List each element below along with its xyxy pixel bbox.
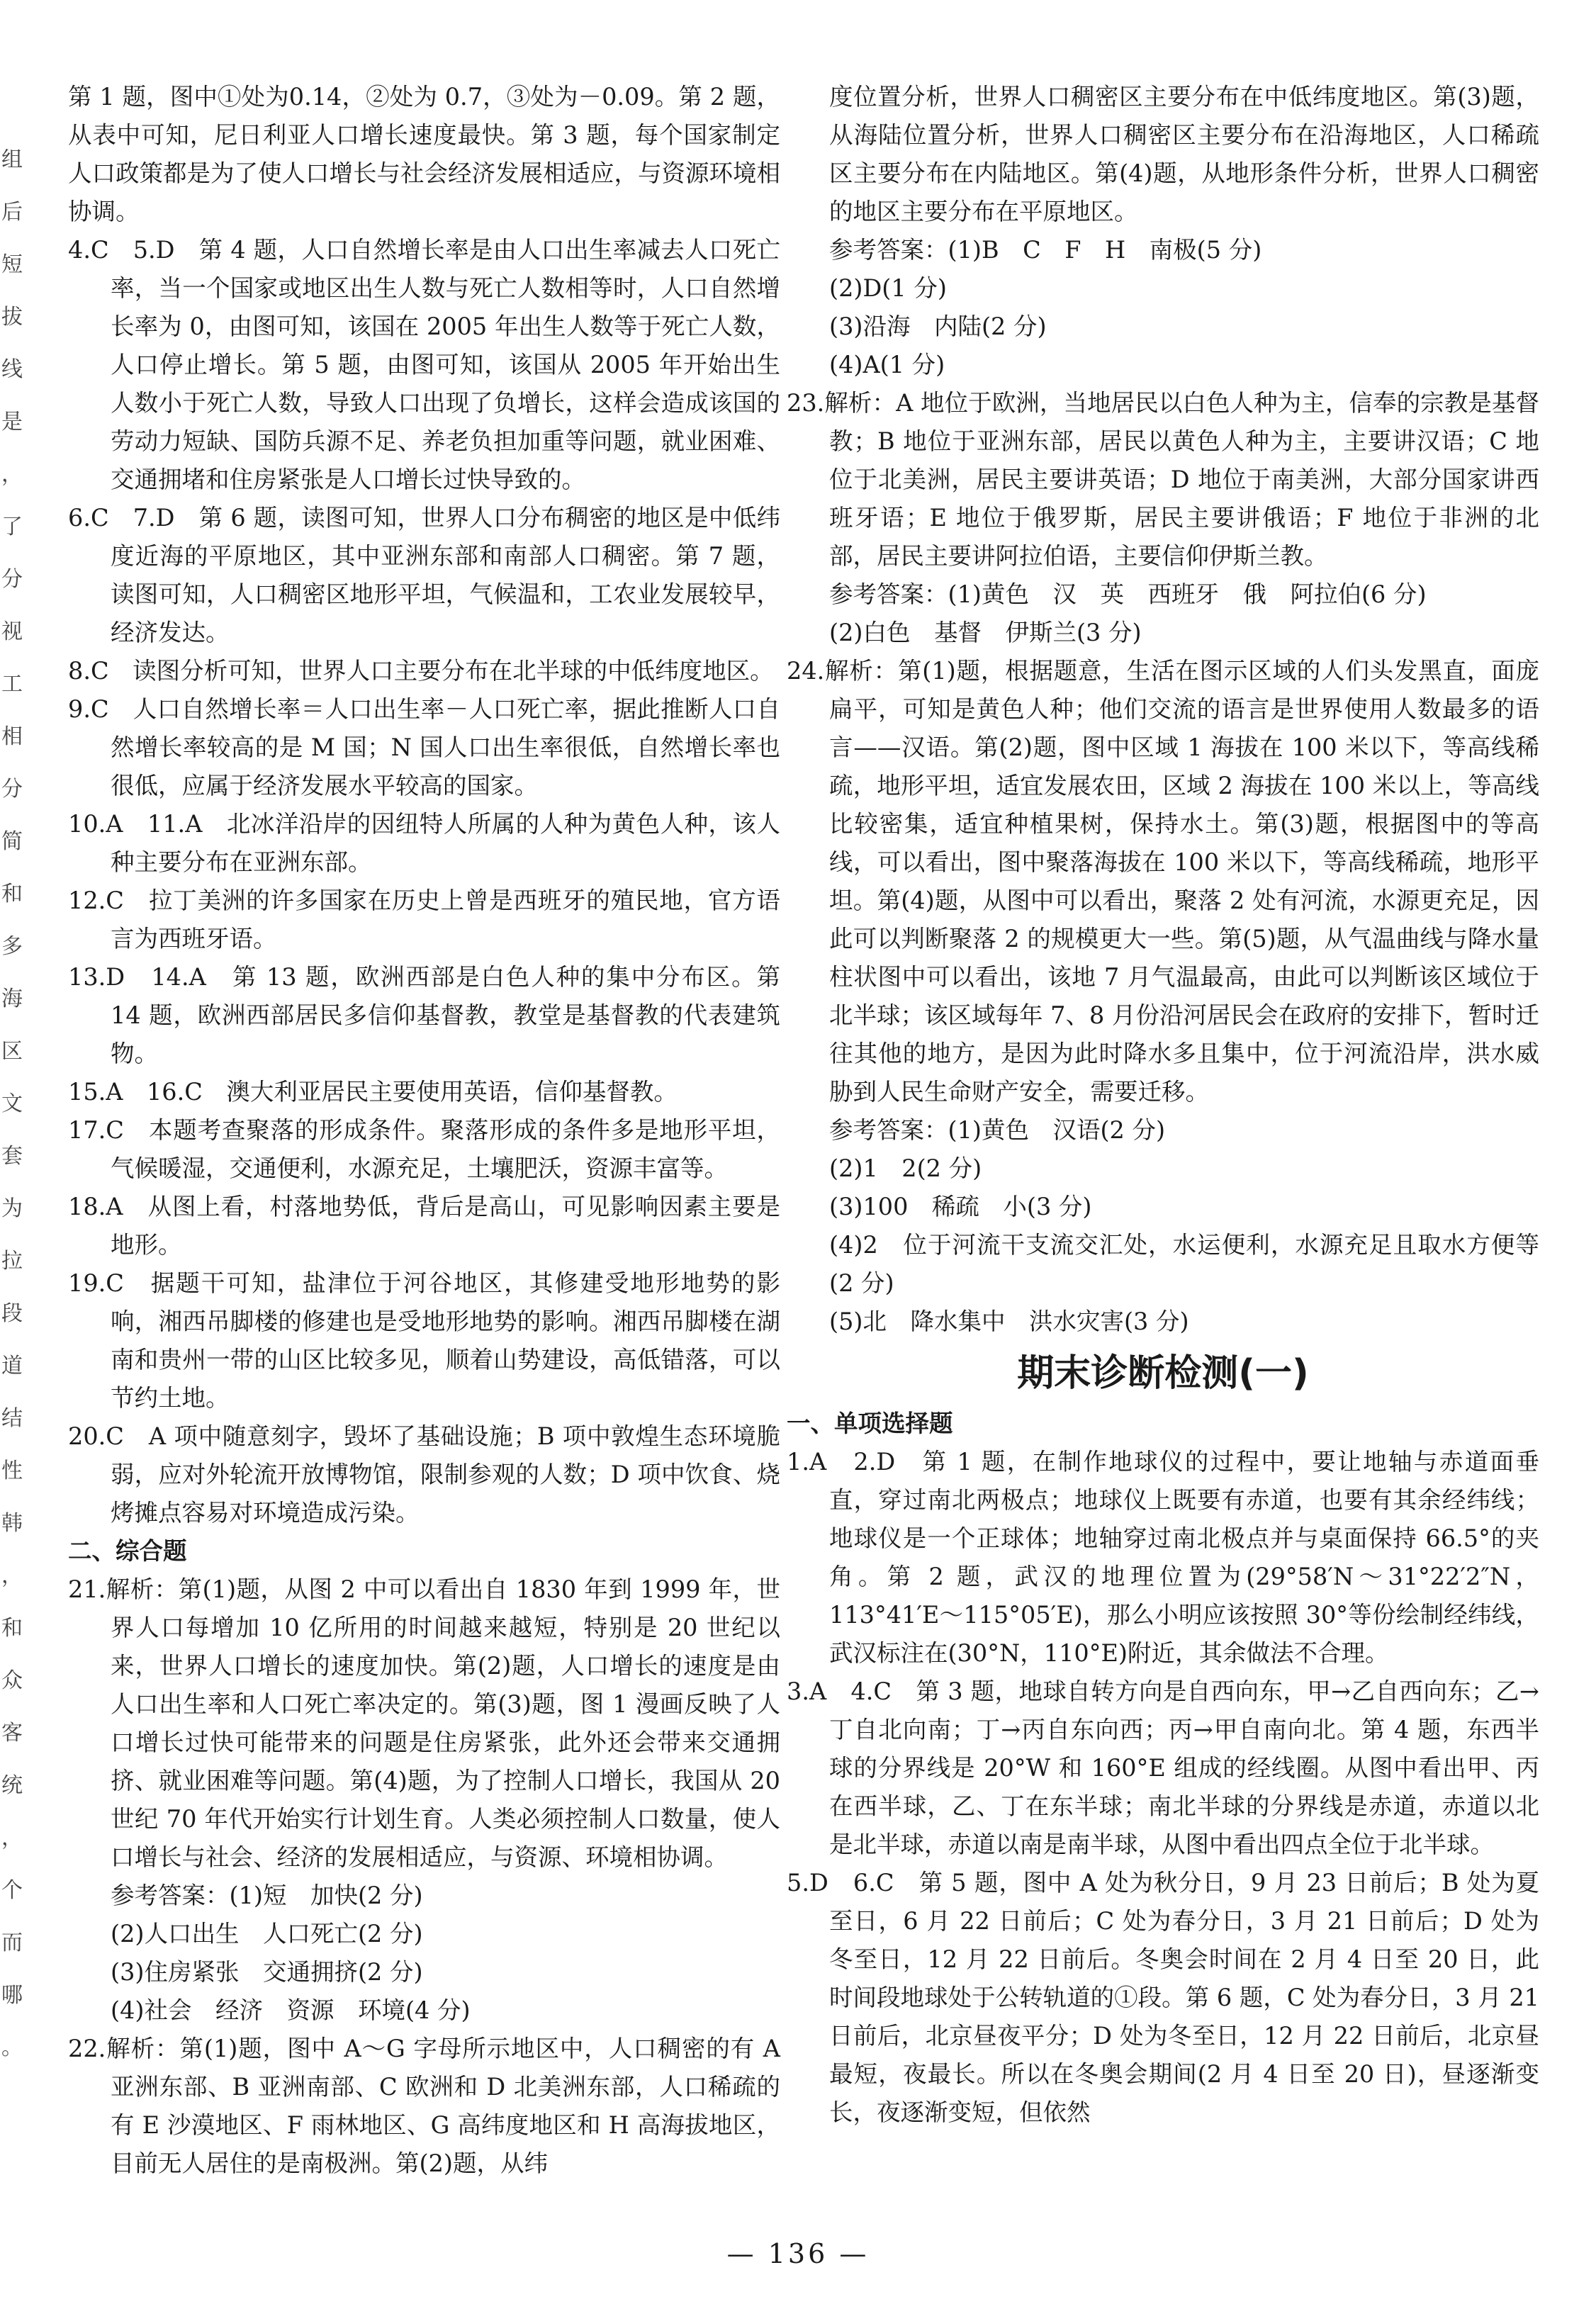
- answer-paragraph: 18.A 从图上看，村落地势低，背后是高山，可见影响因素主要是地形。: [68, 1193, 780, 1259]
- margin-glyph: 客: [1, 1721, 23, 1746]
- answer-paragraph: 10.A 11.A 北冰洋沿岸的因纽特人所属的人种为黄色人种，该人种主要分布在亚洲东部。: [68, 810, 780, 876]
- margin-glyph: 道: [1, 1354, 23, 1378]
- answer-paragraph: 一、单项选择题: [787, 1410, 953, 1437]
- binding-margin-text: [1, 142, 26, 2126]
- answer-paragraph: 参考答案：(1)黄色 汉 英 西班牙 俄 阿拉伯(6 分): [829, 580, 1427, 608]
- answer-paragraph: 二、综合题: [68, 1537, 187, 1565]
- margin-glyph: 拔: [1, 305, 23, 330]
- answer-paragraph: 6.C 7.D 第 6 题，读图可知，世界人口分布稠密的地区是中低纬度近海的平原地区，其中亚洲东部和南部人口稠密。第 7 题，读图可知，人口稠密区地形平坦，气候温和，工农业发展较早，经济发达。: [68, 504, 780, 646]
- answer-paragraph: 第 1 题，图中①处为0.14，②处为 0.7，③处为－0.09。第 2 题，从表中可知，尼日利亚人口增长速度最快。第 3 题，每个国家制定人口政策都是为了使人口增长与社会经济发展相适应，与资源环境相协调。: [68, 83, 780, 225]
- answer-paragraph: 20.C A 项中随意刻字，毁坏了基础设施；B 项中敦煌生态环境脆弱，应对外轮流开放博物馆，限制参观的人数；D 项中饮食、烧烤摊点容易对环境造成污染。: [68, 1422, 780, 1527]
- margin-glyph: 和: [1, 1616, 23, 1641]
- answer-paragraph: 21.解析：第(1)题，从图 2 中可以看出自 1830 年到 1999 年，世界人口每增加 10 亿所用的时间越来越短，特别是 20 世纪以来，世界人口增长的速度加快。第(2)题，人口增长的速度是由人口出生率和人口死亡率决定的。第(3)题，图 1 漫画反映了人口增长过快可能带来的问题是住房紧张，此外还会带来交通拥挤、就业困难等问题。第(4)题，为了控制人口增长，我国从 20 世纪 70 年代开始实行计划生育。人类必须控制人口数量，使人口增长与社会、经济的发展相适应，与资源、环境相协调。: [68, 1575, 780, 1871]
- margin-glyph: 多: [1, 934, 23, 959]
- margin-glyph: 。: [1, 2035, 23, 2060]
- margin-glyph: 为: [1, 1196, 23, 1221]
- margin-glyph: 分: [1, 777, 23, 802]
- margin-glyph: 分: [1, 567, 23, 592]
- answer-paragraph: (4)社会 经济 资源 环境(4 分): [111, 1996, 471, 2024]
- answer-paragraph: (2)1 2(2 分): [829, 1154, 982, 1182]
- margin-glyph: 文: [1, 1091, 23, 1116]
- answer-paragraph: (2)白色 基督 伊斯兰(3 分): [829, 619, 1142, 646]
- margin-glyph: 性: [1, 1459, 23, 1483]
- answer-paragraph: 23.解析：A 地位于欧洲，当地居民以白色人种为主，信奉的宗教是基督教；B 地位于亚洲东部，居民以黄色人种为主，主要讲汉语；C 地位于北美洲，居民主要讲英语；D 地位于南美洲，大部分国家讲西班牙语；E 地位于俄罗斯，居民主要讲俄语；F 地位于非洲的北部，居民主要讲阿拉伯语，主要信仰伊斯兰教。: [787, 389, 1539, 570]
- answer-paragraph: 参考答案：(1)B C F H 南极(5 分): [829, 236, 1262, 264]
- margin-glyph: 相: [1, 724, 23, 749]
- answer-paragraph: (3)100 稀疏 小(3 分): [829, 1193, 1092, 1220]
- margin-glyph: 视: [1, 619, 23, 644]
- margin-glyph: 简: [1, 829, 23, 854]
- margin-glyph: 线: [1, 357, 23, 382]
- right-column-top: [787, 78, 1539, 1341]
- margin-glyph: 段: [1, 1301, 23, 1326]
- left-column: [68, 78, 780, 2183]
- answer-paragraph: 12.C 拉丁美洲的许多国家在历史上曾是西班牙的殖民地，官方语言为西班牙语。: [68, 887, 780, 952]
- margin-glyph: 后: [1, 200, 23, 225]
- margin-glyph: ，: [1, 1826, 23, 1850]
- margin-glyph: 组: [1, 147, 23, 172]
- answer-paragraph: (2)D(1 分): [829, 274, 947, 302]
- margin-glyph: 套: [1, 1144, 23, 1169]
- right-column: [787, 78, 1539, 2132]
- margin-glyph: 和: [1, 882, 23, 906]
- answer-paragraph: 19.C 据题干可知，盐津位于河谷地区，其修建受地形地势的影响，湘西吊脚楼的修建也是受地形地势的影响。湘西吊脚楼在湖南和贵州一带的山区比较多见，顺着山势建设，高低错落，可以节约土地。: [68, 1269, 780, 1412]
- answer-paragraph: 17.C 本题考查聚落的形成条件。聚落形成的条件多是地形平坦，气候暖湿，交通便利，水源充足，土壤肥沃，资源丰富等。: [68, 1116, 780, 1182]
- answer-paragraph: 参考答案：(1)短 加快(2 分): [111, 1882, 423, 1909]
- margin-glyph: 韩: [1, 1511, 23, 1536]
- margin-glyph: 拉: [1, 1249, 23, 1274]
- margin-glyph: 统: [1, 1773, 23, 1798]
- answer-paragraph: 22.解析：第(1)题，图中 A～G 字母所示地区中，人口稠密的有 A 亚洲东部、B 亚洲南部、C 欧洲和 D 北美洲东部，人口稀疏的有 E 沙漠地区、F 雨林地区、G 高纬度地区和 H 高海拔地区，目前无人居住的是南极洲。第(2)题，从纬: [68, 2035, 780, 2177]
- margin-glyph: 众: [1, 1668, 23, 1693]
- answer-paragraph: (4)A(1 分): [829, 351, 945, 378]
- margin-glyph: 海: [1, 987, 23, 1011]
- answer-paragraph: 1.A 2.D 第 1 题，在制作地球仪的过程中，要让地轴与赤道面垂直，穿过南北两极点；地球仪上既要有赤道，也要有其余经纬线；地球仪是一个正球体；地轴穿过南北极点并与桌面保持 66.5°的夹角。第 2 题，武汉的地理位置为(29°58′N～31°22′2″N，113°41′E～115°05′E)，那么小明应该按照 30°等份绘制经纬线，武汉标注在(30°N，110°E)附近，其余做法不合理。: [787, 1448, 1539, 1667]
- answer-paragraph: 3.A 4.C 第 3 题，地球自转方向是自西向东，甲→乙自西向东；乙→丁自北向南；丁→丙自东向西；丙→甲自南向北。第 4 题，东西半球的分界线是 20°W 和 160°E 组成的经线圈。从图中看出甲、丙在西半球，乙、丁在东半球；南北半球的分界线是赤道，赤道以北是北半球，赤道以南是南半球，从图中看出四点全位于北半球。: [787, 1678, 1539, 1858]
- answer-paragraph: (2)人口出生 人口死亡(2 分): [111, 1920, 423, 1948]
- answer-paragraph: 度位置分析，世界人口稠密区主要分布在中低纬度地区。第(3)题，从海陆位置分析，世界人口稠密区主要分布在沿海地区，人口稀疏区主要分布在内陆地区。第(4)题，从地形条件分析，世界人口稠密的地区主要分布在平原地区。: [829, 83, 1539, 225]
- margin-glyph: 哪: [1, 1983, 23, 2008]
- answer-paragraph: 13.D 14.A 第 13 题，欧洲西部是白色人种的集中分布区。第 14 题，欧洲西部居民多信仰基督教，教堂是基督教的代表建筑物。: [68, 963, 780, 1067]
- answer-paragraph: 9.C 人口自然增长率＝人口出生率－人口死亡率，据此推断人口自然增长率较高的是 M 国；N 国人口出生率很低，自然增长率也很低，应属于经济发展水平较高的国家。: [68, 695, 780, 799]
- answer-paragraph: (3)住房紧张 交通拥挤(2 分): [111, 1958, 423, 1986]
- answer-paragraph: 参考答案：(1)黄色 汉语(2 分): [829, 1116, 1166, 1144]
- margin-glyph: 是: [1, 410, 23, 434]
- margin-glyph: 了: [1, 515, 23, 539]
- answer-paragraph: 15.A 16.C 澳大利亚居民主要使用英语，信仰基督教。: [68, 1078, 678, 1106]
- margin-glyph: 结: [1, 1406, 23, 1431]
- answer-paragraph: 5.D 6.C 第 5 题，图中 A 处为秋分日，9 月 23 日前后；B 处为夏至日，6 月 22 日前后；C 处为春分日，3 月 21 日前后；D 处为冬至日，12 月 22 日前后。冬奥会时间在 2 月 4 日至 20 日，此时间段地球处于公转轨道的①段。第 6 题，C 处为春分日，3 月 21 日前后，北京昼夜平分；D 处为冬至日，12 月 22 日前后，北京昼最短，夜最长。所以在冬奥会期间(2 月 4 日至 20 日)，昼逐渐变长，夜逐渐变短，但依然: [787, 1869, 1539, 2126]
- answer-paragraph: 8.C 读图分析可知，世界人口主要分布在北半球的中低纬度地区。: [68, 657, 774, 685]
- margin-glyph: 工: [1, 672, 23, 697]
- answer-paragraph: (3)沿海 内陆(2 分): [829, 313, 1047, 340]
- margin-glyph: 短: [1, 252, 23, 277]
- page-number: — 136 —: [726, 2238, 870, 2269]
- answer-paragraph: (4)2 位于河流干支流交汇处，水运便利，水源充足且取水方便等(2 分): [829, 1231, 1539, 1297]
- right-column-bottom: [787, 1405, 1539, 2132]
- answer-paragraph: 24.解析：第(1)题，根据题意，生活在图示区域的人们头发黑直，面庞扁平，可知是黄色人种；他们交流的语言是世界使用人数最多的语言——汉语。第(2)题，图中区域 1 海拔在 100 米以下，等高线稀疏，地形平坦，适宜发展农田，区域 2 海拔在 100 米以上，等高线比较密集，适宜种植果树，保持水土。第(3)题，根据图中的等高线，可以看出，图中聚落海拔在 100 米以下，等高线稀疏，地形平坦。第(4)题，从图中可以看出，聚落 2 处有河流，水源更充足，因此可以判断聚落 2 的规模更大一些。第(5)题，从气温曲线与降水量柱状图中可以看出，该地 7 月气温最高，由此可以判断该区域位于北半球；该区域每年 7、8 月份沿河居民会在政府的安排下，暂时迁往其他的地方，是因为此时降水多且集中，位于河流沿岸，洪水威胁到人民生命财产安全，需要迁移。: [787, 657, 1539, 1106]
- margin-glyph: 区: [1, 1039, 23, 1064]
- margin-glyph: ，: [1, 462, 23, 487]
- margin-glyph: ，: [1, 1563, 23, 1588]
- section-title: 期末诊断检测(一): [1017, 1352, 1309, 1395]
- margin-glyph: 而: [1, 1931, 23, 1955]
- margin-glyph: 个: [1, 1878, 23, 1903]
- answer-paragraph: 4.C 5.D 第 4 题，人口自然增长率是由人口出生率减去人口死亡率，当一个国家或地区出生人数与死亡人数相等时，人口自然增长率为 0，由图可知，该国在 2005 年出生人数等于死亡人数，人口停止增长。第 5 题，由图可知，该国从 2005 年开始出生人数小于死亡人数，导致人口出现了负增长，这样会造成该国的劳动力短缺、国防兵源不足、养老负担加重等问题，就业困难、交通拥堵和住房紧张是人口增长过快导致的。: [68, 236, 780, 493]
- answer-paragraph: (5)北 降水集中 洪水灾害(3 分): [829, 1308, 1189, 1335]
